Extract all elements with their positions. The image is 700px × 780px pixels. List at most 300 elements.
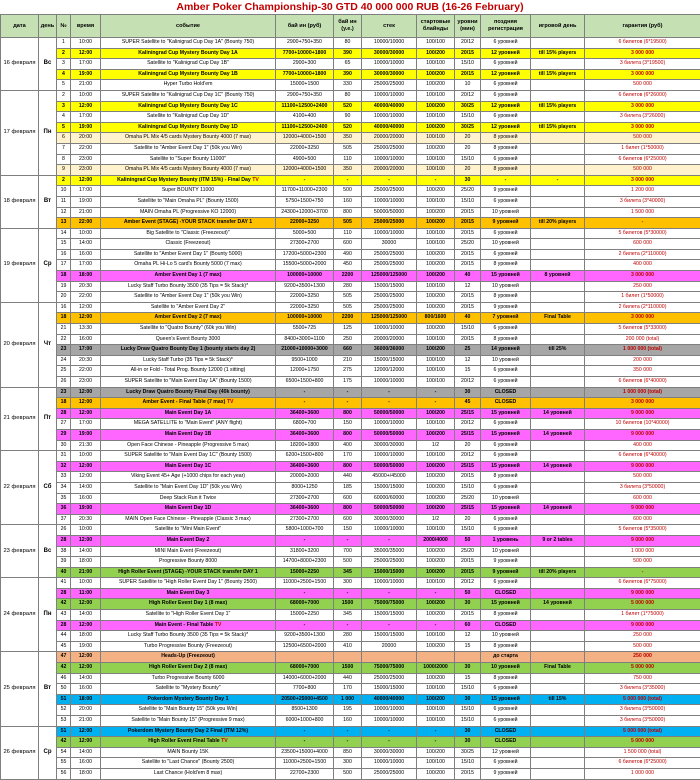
event-name: Satellite to "Mini Main Event" <box>101 525 276 536</box>
buyin-rub: 68000+7000 <box>276 663 334 674</box>
day-date: 26 февраля <box>1 726 39 779</box>
stack: 50000/50000 <box>362 461 417 472</box>
stack: 25000/25000 <box>362 302 417 313</box>
stack: 20000/20000 <box>362 334 417 345</box>
event-time: 22:00 <box>71 218 101 229</box>
buyin-ue: 500 <box>334 557 362 568</box>
buyin-rub: 5750+1500+750 <box>276 196 334 207</box>
table-row <box>1 69 700 80</box>
guarantee: 500 000 <box>585 133 700 144</box>
stack: 10000/10000 <box>362 196 417 207</box>
late-reg: 6 уровней <box>481 154 531 165</box>
event-number: 7 <box>57 143 71 154</box>
late-reg: 15 уровней <box>481 504 531 515</box>
event-name-text: Main Event - Final Table <box>155 622 215 628</box>
buyin-rub: 100000+10000 <box>276 313 334 324</box>
late-reg: 6 уровней <box>481 59 531 70</box>
event-name: MEGA SATELLITE to "Main Event" (ANY flight) <box>101 419 276 430</box>
stack: 25000/25000 <box>362 260 417 271</box>
guarantee: 6 билетов (6*75000) <box>585 578 700 589</box>
guarantee: 3 билета (3*19500) <box>585 59 700 70</box>
levels: 25/20 <box>455 493 481 504</box>
event-time: 18:00 <box>71 557 101 568</box>
buyin-ue: 500 <box>334 186 362 197</box>
guarantee: 9 000 000 <box>585 504 700 515</box>
event-name: Lucky Staff Turbo (35 Tips = 5k Stack)* <box>101 355 276 366</box>
late-reg: 8 уровней <box>481 610 531 621</box>
game-day <box>531 684 585 695</box>
event-number: 19 <box>57 281 71 292</box>
table-row <box>1 186 700 197</box>
buyin-rub <box>276 652 334 663</box>
game-day <box>531 726 585 737</box>
blinds: 100/100 <box>417 133 455 144</box>
buyin-rub: - <box>276 398 334 409</box>
event-time: 14:00 <box>71 239 101 250</box>
blinds: 100/200 <box>417 694 455 705</box>
header-event: событие <box>101 15 276 38</box>
guarantee: 5 000 000 <box>585 737 700 748</box>
game-day: till 15% players <box>531 69 585 80</box>
blinds: 800/1600 <box>417 313 455 324</box>
guarantee: 3 000 000 <box>585 398 700 409</box>
guarantee: 500 000 <box>585 165 700 176</box>
event-name: MAIN Open Face Chinese - Pineapple (Classic 3 max) <box>101 514 276 525</box>
guarantee: 9 000 000 <box>585 535 700 546</box>
event-number: 14 <box>57 228 71 239</box>
game-day <box>531 59 585 70</box>
blinds: 2000/4000 <box>417 535 455 546</box>
game-day <box>531 557 585 568</box>
levels: 30 <box>455 694 481 705</box>
event-time: 22:00 <box>71 292 101 303</box>
event-name: High Roller Event (STAGE) -YOUR STACK transfer DAY 1 <box>101 567 276 578</box>
guarantee: 1 билет (1*75000) <box>585 610 700 621</box>
blinds: 100/200 <box>417 271 455 282</box>
day-weekday: Ср <box>39 726 57 779</box>
game-day <box>531 451 585 462</box>
event-time: 17:00 <box>71 59 101 70</box>
game-day: Final Table <box>531 313 585 324</box>
buyin-rub: 2900+750+350 <box>276 38 334 49</box>
buyin-ue: 330 <box>334 80 362 91</box>
guarantee: 1 билет (1*50000) <box>585 143 700 154</box>
event-time: 16:00 <box>71 684 101 695</box>
game-day <box>531 334 585 345</box>
guarantee: 500 000 <box>585 557 700 568</box>
stack: 25000/25000 <box>362 292 417 303</box>
buyin-rub: 22000+3250 <box>276 302 334 313</box>
guarantee: 3 билета (3*50000) <box>585 716 700 727</box>
event-number: 3 <box>57 101 71 112</box>
stack: 20000/20000 <box>362 133 417 144</box>
blinds: 100/200 <box>417 345 455 356</box>
buyin-rub: 18200+1800 <box>276 440 334 451</box>
levels: 20/15 <box>455 260 481 271</box>
stack: 75000/75000 <box>362 599 417 610</box>
header-stack: стек <box>362 15 417 38</box>
event-time: 18:00 <box>71 631 101 642</box>
stack: 30000/30000 <box>362 48 417 59</box>
late-reg: 8 уровней <box>481 334 531 345</box>
table-row <box>1 631 700 642</box>
late-reg: 10 уровней <box>481 355 531 366</box>
levels: 20/15 <box>455 567 481 578</box>
table-row <box>1 48 700 59</box>
table-row <box>1 610 700 621</box>
blinds: 100/100 <box>417 705 455 716</box>
day-weekday: Ср <box>39 228 57 302</box>
event-number: 33 <box>57 472 71 483</box>
late-reg: 6 уровней <box>481 377 531 388</box>
levels: 20/12 <box>455 578 481 589</box>
event-time: 14:00 <box>71 610 101 621</box>
buyin-ue: - <box>334 588 362 599</box>
event-number: 10 <box>57 186 71 197</box>
blinds: 100/200 <box>417 747 455 758</box>
event-name: Kaliningrad Cup Mystery Bounty Day 1D <box>101 122 276 133</box>
stack: 10000/10000 <box>362 758 417 769</box>
event-number: 43 <box>57 610 71 621</box>
table-row <box>1 557 700 568</box>
table-row <box>1 90 700 101</box>
buyin-ue: 1 000 <box>334 694 362 705</box>
blinds: 100/200 <box>417 599 455 610</box>
event-name: Kaliningrad Cup Mystery Bounty Day 1C <box>101 101 276 112</box>
blinds: - <box>417 398 455 409</box>
buyin-rub: 15000+1500 <box>276 80 334 91</box>
event-name: Pokerdom Mystery Bounty Day 1 <box>101 694 276 705</box>
event-time: 17:00 <box>71 419 101 430</box>
event-name-text: Kaliningrad Cup Mystery Bounty (ITM 15%) - Final Day <box>117 177 252 183</box>
event-name <box>101 620 276 631</box>
stack: 10000/10000 <box>362 419 417 430</box>
levels: 20/15 <box>455 557 481 568</box>
table-row <box>1 366 700 377</box>
event-name: Satellite to "Amber Event Day 1" (50k you Win) <box>101 292 276 303</box>
event-name: Omaha PL Mix 4/5 cards Mystery Bounty 4000 (7 max) <box>101 165 276 176</box>
game-day <box>531 768 585 779</box>
game-day: 14 уровней <box>531 461 585 472</box>
stack: 25000/25000 <box>362 186 417 197</box>
stack: 15000/15000 <box>362 631 417 642</box>
late-reg: 15 уровней <box>481 461 531 472</box>
event-name: Satellite to "Quatro Bounty" (60k you Win) <box>101 324 276 335</box>
blinds: 100/200 <box>417 493 455 504</box>
event-number: 29 <box>57 429 71 440</box>
guarantee: 750 000 <box>585 673 700 684</box>
guarantee: 250 000 <box>585 631 700 642</box>
buyin-ue: 505 <box>334 218 362 229</box>
stack: 10000/10000 <box>362 112 417 123</box>
buyin-ue: 800 <box>334 207 362 218</box>
guarantee: 3 000 000 <box>585 122 700 133</box>
levels: 15/10 <box>455 482 481 493</box>
blinds: 100/200 <box>417 143 455 154</box>
buyin-rub: 8400+3000+1100 <box>276 334 334 345</box>
late-reg: 9 уровней <box>481 218 531 229</box>
day-date: 22 февраля <box>1 451 39 525</box>
event-name: High Roller Event Day 1 (8 max) <box>101 599 276 610</box>
buyin-ue: 410 <box>334 641 362 652</box>
game-day: till 15% players <box>531 101 585 112</box>
levels: 15/10 <box>455 112 481 123</box>
buyin-ue: 1500 <box>334 599 362 610</box>
buyin-rub: 4100+400 <box>276 112 334 123</box>
event-number: 34 <box>57 482 71 493</box>
levels: 25/20 <box>455 546 481 557</box>
buyin-rub: 11000+2500+1500 <box>276 578 334 589</box>
event-time: 23:00 <box>71 377 101 388</box>
day-date: 20 февраля <box>1 302 39 387</box>
event-time: 22:00 <box>71 143 101 154</box>
buyin-rub: 36400+3600 <box>276 504 334 515</box>
buyin-ue: 150 <box>334 525 362 536</box>
day-weekday: Пт <box>39 387 57 451</box>
buyin-ue: - <box>334 726 362 737</box>
levels: 25/20 <box>455 186 481 197</box>
buyin-ue: 345 <box>334 567 362 578</box>
event-name: Lucky Draw Quatro Bounty Day 1 (bounty starts day 2) <box>101 345 276 356</box>
event-number: 52 <box>57 705 71 716</box>
table-row <box>1 525 700 536</box>
buyin-ue: 850 <box>334 747 362 758</box>
blinds: 100/100 <box>417 377 455 388</box>
day-weekday: Вс <box>39 38 57 91</box>
game-day: - <box>531 175 585 186</box>
blinds: 100/200 <box>417 302 455 313</box>
guarantee: 6 билетов (6*19500) <box>585 38 700 49</box>
stack: 40000/40000 <box>362 694 417 705</box>
late-reg: 15 уровней <box>481 599 531 610</box>
event-time: 12:00 <box>71 737 101 748</box>
table-row <box>1 440 700 451</box>
stack: 25000/25000 <box>362 768 417 779</box>
table-row <box>1 398 700 409</box>
buyin-rub: 5000+500 <box>276 228 334 239</box>
blinds: - <box>417 175 455 186</box>
table-row <box>1 705 700 716</box>
buyin-rub: 15500+5000+2000 <box>276 260 334 271</box>
blinds: 100/100 <box>417 631 455 642</box>
guarantee: 400 000 <box>585 440 700 451</box>
stack: 25000/25000 <box>362 249 417 260</box>
event-name: SUPER Satellite to "Kalinigrad Cup Day 1A" (Bounty 750) <box>101 38 276 49</box>
event-number: 31 <box>57 451 71 462</box>
game-day: till 20% players <box>531 218 585 229</box>
game-day <box>531 641 585 652</box>
event-name: Pokerdom Mystery Bounty Day 2 Final (ITM 12%) <box>101 726 276 737</box>
event-number: 13 <box>57 218 71 229</box>
event-number: 1 <box>57 38 71 49</box>
late-reg: 6 уровней <box>481 324 531 335</box>
stack: 10000/10000 <box>362 451 417 462</box>
blinds: 100/200 <box>417 218 455 229</box>
stack: 30000/30000 <box>362 514 417 525</box>
game-day <box>531 292 585 303</box>
event-number: 3 <box>57 59 71 70</box>
stack: 20000/20000 <box>362 165 417 176</box>
buyin-ue: - <box>334 737 362 748</box>
buyin-ue: 500 <box>334 768 362 779</box>
guarantee: 6 билетов (6*25000) <box>585 154 700 165</box>
buyin-rub: 8500+1300 <box>276 705 334 716</box>
event-time: 10:00 <box>71 525 101 536</box>
table-row <box>1 546 700 557</box>
blinds: 100/200 <box>417 324 455 335</box>
blinds: 100/200 <box>417 472 455 483</box>
event-time: 10:00 <box>71 228 101 239</box>
game-day <box>531 239 585 250</box>
blinds: 1/2 <box>417 514 455 525</box>
game-day <box>531 143 585 154</box>
buyin-ue: 600 <box>334 239 362 250</box>
game-day: 14 уровней <box>531 429 585 440</box>
guarantee: 6 билетов (6*40000) <box>585 377 700 388</box>
levels: 20/15 <box>455 768 481 779</box>
stack: - <box>362 737 417 748</box>
game-day <box>531 493 585 504</box>
late-reg: до старта <box>481 652 531 663</box>
late-reg: 10 уровней <box>481 207 531 218</box>
guarantee: 1 000 000 (total) <box>585 387 700 398</box>
buyin-ue: 520 <box>334 122 362 133</box>
late-reg: 6 уровней <box>481 366 531 377</box>
event-name: Satellite to "Amber Event Day 2" <box>101 302 276 313</box>
event-time: 18:00 <box>71 768 101 779</box>
buyin-rub: 14700+8000+2300 <box>276 557 334 568</box>
event-time: 14:00 <box>71 482 101 493</box>
blinds <box>417 652 455 663</box>
stack: - <box>362 535 417 546</box>
event-name: Super BOUNTY 11000 <box>101 186 276 197</box>
late-reg: 10 уровней <box>481 631 531 642</box>
event-number: 24 <box>57 355 71 366</box>
buyin-rub: 8000+1250 <box>276 482 334 493</box>
table-row <box>1 588 700 599</box>
event-number: 35 <box>57 493 71 504</box>
event-number: 38 <box>57 546 71 557</box>
table-row <box>1 302 700 313</box>
game-day <box>531 260 585 271</box>
event-name: SUPER Satellite to "Kalinigrad Cup Day 1C" (Bounty 750) <box>101 90 276 101</box>
event-name: Satellite to "Last Chance" (Bounty 2500) <box>101 758 276 769</box>
event-time: 17:00 <box>71 345 101 356</box>
late-reg: 10 уровней <box>481 239 531 250</box>
blinds: 100/200 <box>417 546 455 557</box>
guarantee: 3 билета (3*50000) <box>585 482 700 493</box>
levels: 30 <box>455 737 481 748</box>
buyin-ue: - <box>334 387 362 398</box>
guarantee: 9 000 000 <box>585 620 700 631</box>
guarantee: 3 000 000 <box>585 313 700 324</box>
table-row <box>1 143 700 154</box>
table-row <box>1 514 700 525</box>
header-blinds: стартовые блайнды <box>417 15 455 38</box>
stack: 15000/15000 <box>362 610 417 621</box>
event-name: MAIN Omaha PL (Progressive KO 12000) <box>101 207 276 218</box>
table-row <box>1 324 700 335</box>
levels: 20 <box>455 165 481 176</box>
event-name: High Roller Event Day 2 (8 max) <box>101 663 276 674</box>
event-name: Amber Event Day 1 (7 max) <box>101 271 276 282</box>
guarantee: 6 билетов (6*25000) <box>585 758 700 769</box>
event-time: 16:00 <box>71 334 101 345</box>
event-name: Open Face Chinese - Pineapple (Progressive 5 max) <box>101 440 276 451</box>
guarantee: 1 000 000 <box>585 546 700 557</box>
game-day <box>531 398 585 409</box>
event-number: 5 <box>57 122 71 133</box>
late-reg: 8 уровней <box>481 641 531 652</box>
stack: 12000/12000 <box>362 366 417 377</box>
blinds: 100/200 <box>417 101 455 112</box>
buyin-ue: 450 <box>334 260 362 271</box>
late-reg: 6 уровней <box>481 80 531 91</box>
stack: - <box>362 398 417 409</box>
buyin-ue: 490 <box>334 249 362 260</box>
event-name: Lucky Staff Turbo Bounty 3500 (35 Tips = 5k Stack)* <box>101 631 276 642</box>
event-time: 22:00 <box>71 366 101 377</box>
table-row <box>1 578 700 589</box>
buyin-rub: 31800+3200 <box>276 546 334 557</box>
event-time: 10:00 <box>71 38 101 49</box>
event-time: 21:00 <box>71 207 101 218</box>
stack: - <box>362 387 417 398</box>
late-reg: 6 уровней <box>481 451 531 462</box>
blinds: - <box>417 387 455 398</box>
blinds: 100/100 <box>417 758 455 769</box>
levels: 20/12 <box>455 451 481 462</box>
event-time: 23:00 <box>71 165 101 176</box>
stack: 10000/10000 <box>362 324 417 335</box>
table-row <box>1 461 700 472</box>
day-weekday: Вт <box>39 175 57 228</box>
levels: 20/15 <box>455 228 481 239</box>
event-number: 4 <box>57 69 71 80</box>
game-day <box>531 112 585 123</box>
stack: 50000/50000 <box>362 429 417 440</box>
late-reg: 6 уровней <box>481 228 531 239</box>
stack: 15000/15000 <box>362 281 417 292</box>
stack: 10000/10000 <box>362 525 417 536</box>
day-weekday: Чт <box>39 302 57 387</box>
event-name: Lucky Staff Turbo Bounty 3500 (35 Tips = 5k Stack)* <box>101 281 276 292</box>
table-row <box>1 377 700 388</box>
event-number: 32 <box>57 461 71 472</box>
late-reg: 6 уровней <box>481 112 531 123</box>
buyin-ue: 90 <box>334 112 362 123</box>
buyin-rub: 22000+3250 <box>276 218 334 229</box>
event-number: 16 <box>57 249 71 260</box>
game-day <box>531 302 585 313</box>
buyin-rub: 11000+2500+1500 <box>276 758 334 769</box>
day-weekday: Пн <box>39 578 57 652</box>
stack: 25000/25000 <box>362 143 417 154</box>
event-name: Heads-Up (Freezeout) <box>101 652 276 663</box>
stack: 10000/10000 <box>362 154 417 165</box>
event-number: 20 <box>57 292 71 303</box>
event-number: 2 <box>57 48 71 59</box>
buyin-rub: 36400+3600 <box>276 408 334 419</box>
game-day <box>531 705 585 716</box>
late-reg: 10 уровней <box>481 663 531 674</box>
event-name: Satellite to "Kalinigrad Cup Day 1D" <box>101 112 276 123</box>
buyin-rub: 9500+1000 <box>276 355 334 366</box>
header-guarantee: гарантия (руб) <box>585 15 700 38</box>
blinds: 100/200 <box>417 567 455 578</box>
guarantee: 9 000 000 <box>585 408 700 419</box>
blinds: - <box>417 737 455 748</box>
